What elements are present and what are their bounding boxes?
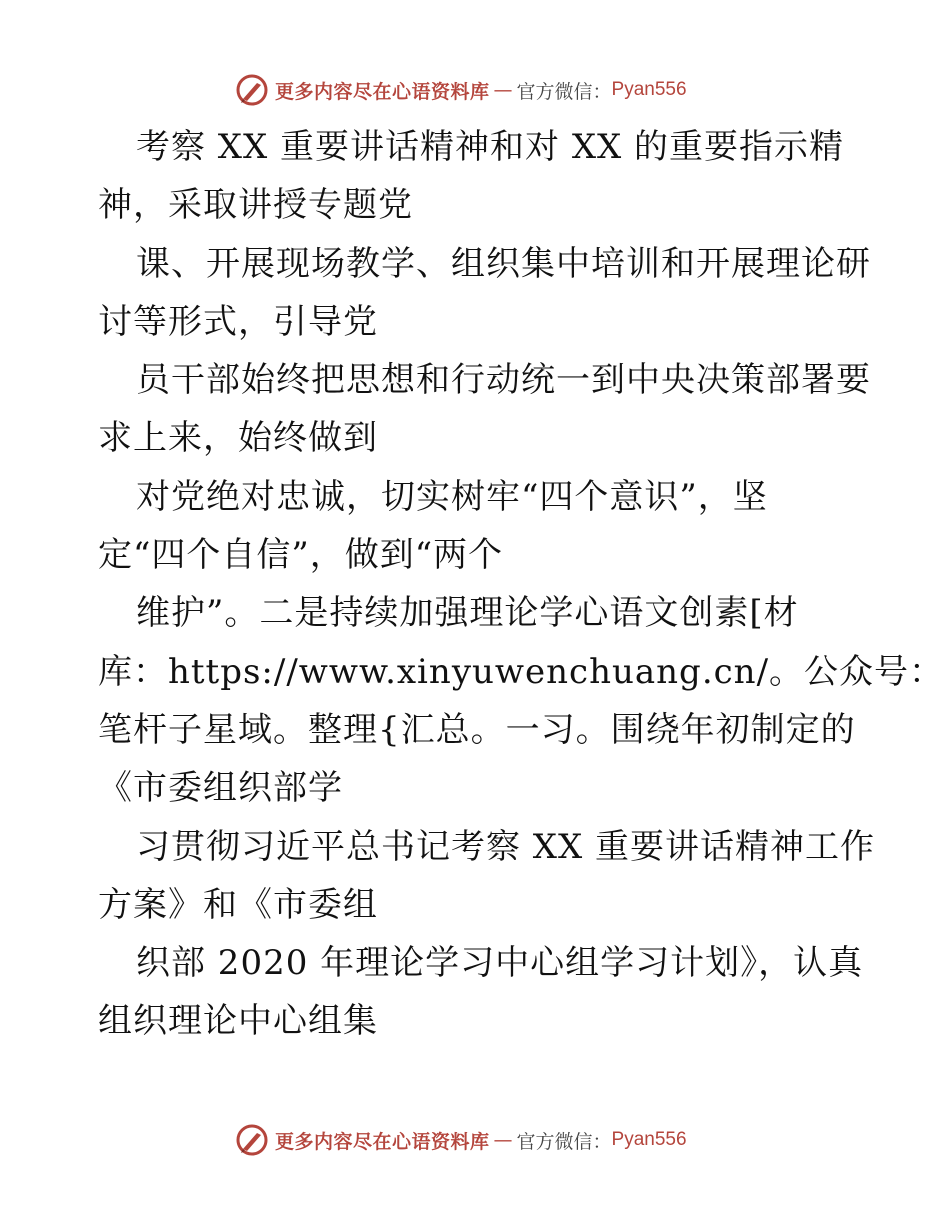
text-line: 笔杆子星域。整理{汇总。一习。围绕年初制定的 [98, 709, 856, 750]
text-line: 考察 XX 重要讲话精神和对 XX 的重要指示精 [136, 127, 845, 167]
text-line: 习贯彻习近平总书记考察 XX 重要讲话精神工作 [136, 826, 876, 867]
banner-separator: — [493, 79, 513, 101]
document-body [98, 118, 945, 1051]
text-line: 方案》和《市委组 [98, 884, 378, 925]
text-line: 定“四个自信”，做到“两个 [98, 535, 504, 576]
text-line: 对党绝对忠诚，切实树牢“四个意识”，坚 [136, 476, 768, 517]
banner-contact-label: 官方微信： [516, 1130, 612, 1153]
text-line: 《市委组织部学 [98, 768, 343, 809]
banner-handle: Pyan556 [611, 1129, 687, 1150]
header-banner [235, 70, 687, 110]
text-line: 课、开展现场教学、组织集中培训和开展理论研 [136, 243, 871, 284]
text-line: 维护”。二是持续加强理论学心语文创素[材 [136, 593, 799, 634]
footer-banner [235, 1120, 687, 1160]
banner-handle: Pyan556 [611, 79, 687, 100]
text-line: 讨等形式，引导党 [98, 301, 378, 342]
text-line: 组织理论中心组集 [98, 1001, 378, 1042]
text-line: 织部 2020 年理论学习中心组学习计划》，认真 [136, 943, 864, 984]
text-line: 员干部始终把思想和行动统一到中央决策部署要 [136, 360, 871, 401]
pen-logo-icon [235, 1123, 269, 1157]
text-line: 求上来，始终做到 [98, 418, 378, 459]
banner-separator: — [493, 1129, 513, 1151]
banner-contact-label: 官方微信： [516, 80, 612, 103]
banner-brand: 更多内容尽在心语资料库 [275, 80, 490, 103]
text-line: 神，采取讲授专题党 [98, 185, 413, 226]
pen-logo-icon [235, 73, 269, 107]
banner-brand: 更多内容尽在心语资料库 [275, 1130, 490, 1153]
text-line: 库：https://www.xinyuwenchuang.cn/。公众号： [98, 651, 945, 692]
